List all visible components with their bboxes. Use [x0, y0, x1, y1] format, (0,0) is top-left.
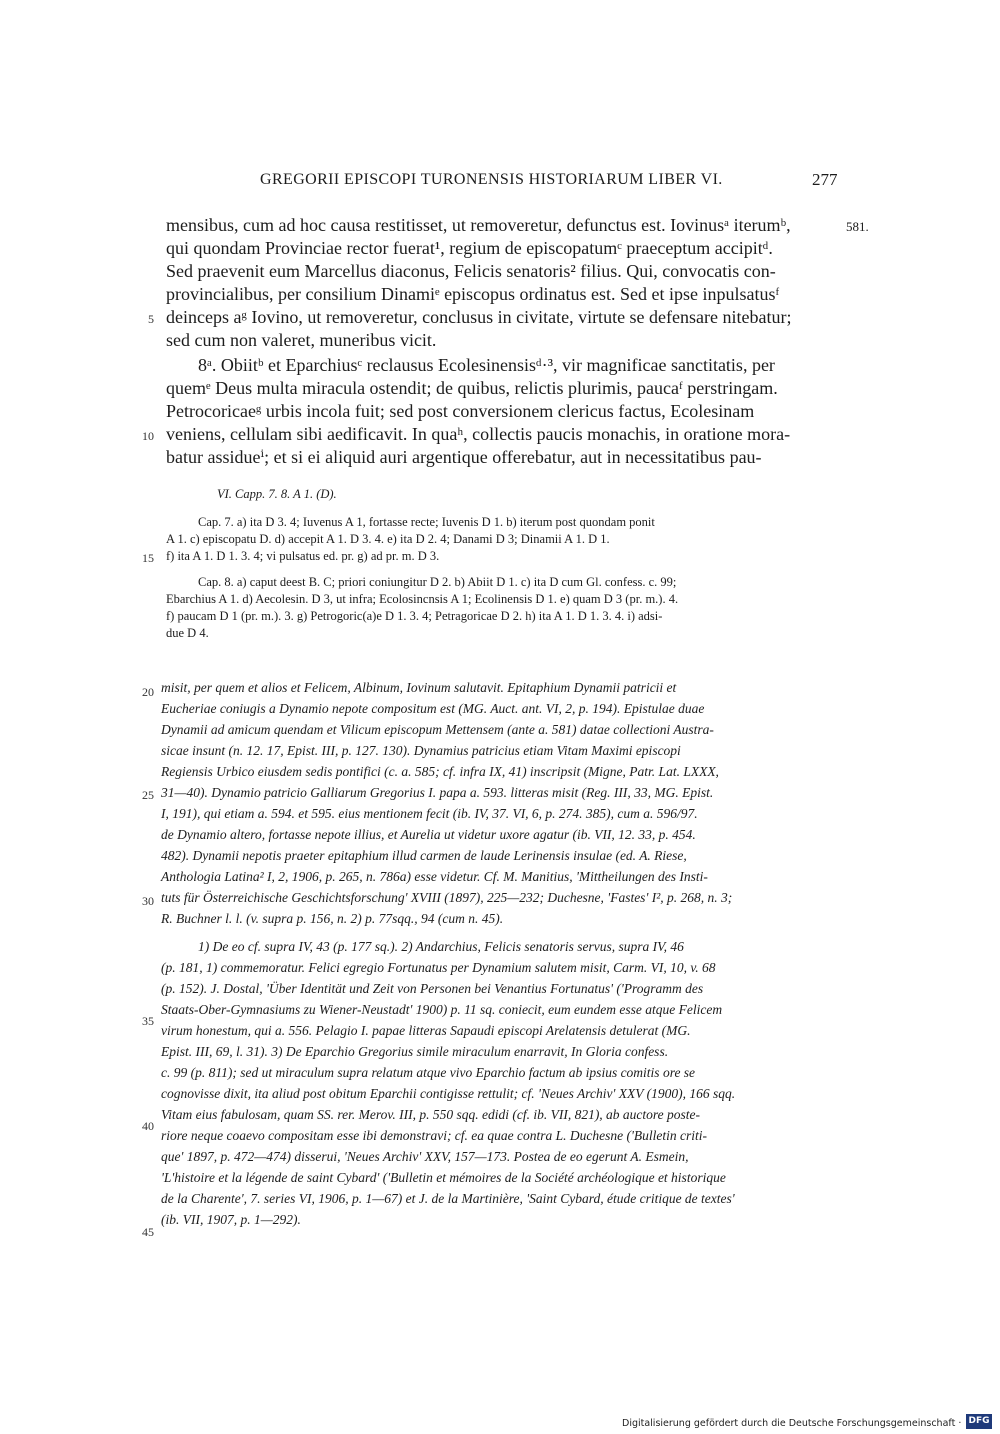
text-line: mensibus, cum ad hoc causa restitisset, ut removeretur, defunctus est. Iovinusᵃ iterumᵇ, [166, 215, 791, 235]
note-line: cognovisse dixit, ita aliud post obitum Eparchii contigisse rettulit; cf. 'Neues Archiv' XXV (1900), 166 sqq. [161, 1086, 736, 1101]
note-line: I, 191), qui etiam a. 594. et 595. eius mentionem fecit (ib. IV, 37. VI, 6, p. 274. 385), cum a. 596/97. [161, 806, 698, 821]
note-line: de Dynamio altero, fortasse nepote illius, et Aurelia ut videtur uxore agatur (ib. VII, 12. 33, p. 454. [161, 827, 696, 842]
note-line: 1) De eo cf. supra IV, 43 (p. 177 sq.). 2) Andarchius, Felicis senatoris servus, supra IV, 46 [198, 939, 684, 954]
apparatus-line: Ebarchius A 1. d) Aecolesin. D 3, ut infra; Ecolosincnsis A 1; Ecolinensis D 1. e) quam D 3 (pr. m.). 4. [166, 592, 679, 606]
note-line: Eucheriae coniugis a Dynamio nepote compositum est (MG. Auct. ant. VI, 2, p. 194). Epistulae duae [161, 701, 705, 716]
dfg-logo: DFG [966, 1414, 992, 1429]
note-line: tuts für Österreichische Geschichtsforschung' XVIII (1897), 225—232; Duchesne, 'Fastes' I², p. 268, n. 3; [161, 890, 733, 905]
note-line: 31—40). Dynamio patricio Galliarum Gregorius I. papa a. 593. litteras misit (Reg. III, 33, MG. Epist. [161, 785, 714, 800]
digitization-credit: Digitalisierung gefördert durch die Deutsche Forschungsgemeinschaft · [622, 1418, 962, 1429]
note-line: Staats-Ober-Gymnasiums zu Wiener-Neustadt' 1900) p. 11 sq. coniecit, eum eundem esse atque Felicem [161, 1002, 723, 1017]
note-line: sicae insunt (n. 12. 17, Epist. III, p. 127. 130). Dynamius patricius etiam Vitam Maximi episcopi [161, 743, 681, 758]
text-line: provincialibus, per consilium Dinamiᵉ episcopus ordinatus est. Sed et ipse inpulsatusᶠ [166, 284, 780, 304]
note-line: 482). Dynamii nepotis praeter epitaphium illud carmen de laude Lerinensis insulae (ed. A. Riese, [161, 848, 687, 863]
note-line: Anthologia Latina² I, 2, 1906, p. 265, n. 786a) esse videtur. Cf. M. Manitius, 'Mittheilungen des Insti- [161, 869, 708, 884]
chapter-8-opening: 8ᵃ. Obiitᵇ et Eparchiusᶜ reclausus Ecolesinensisᵈ·³, vir magnificae sanctitatis, per [198, 355, 775, 375]
apparatus-line: Cap. 8. a) caput deest B. C; priori coniungitur D 2. b) Abiit D 1. c) ita D cum Gl. confess. c. 99; [198, 575, 677, 589]
note-line: Vitam eius fabulosam, quam SS. rer. Merov. III, p. 550 sqq. edidi (cf. ib. VII, 821), ab auctore poste- [161, 1107, 701, 1122]
line-number: 10 [142, 429, 154, 443]
line-number: 20 [142, 685, 154, 699]
note-line: Regiensis Urbico eiusdem sedis pontifici (c. a. 585; cf. infra IX, 41) inscripsit (Migne, Patr. Lat. LXXX, [161, 764, 719, 779]
note-line: (ib. VII, 1907, p. 1—292). [161, 1212, 301, 1227]
apparatus-line: Cap. 7. a) ita D 3. 4; Iuvenus A 1, fortasse recte; Iuvenis D 1. b) iterum post quondam ponit [198, 515, 655, 529]
text-line: Petrocoricaeᵍ urbis incola fuit; sed post conversionem clericus factus, Ecolesinam [166, 401, 755, 421]
line-number: 15 [142, 551, 154, 565]
text-line: batur assidueⁱ; et si ei aliquid auri argentique offerebatur, aut in necessitatibus pau- [166, 447, 762, 467]
note-line: que' 1897, p. 472—474) disserui, 'Neues Archiv' XXV, 157—173. Postea de eo egerunt A. Esmein, [161, 1149, 689, 1164]
apparatus-line: A 1. c) episcopatu D. d) accepit A 1. D 3. 4. e) ita D 2. 4; Danami D 3; Dinamii A 1. D 1. [166, 532, 610, 546]
text-line: deinceps aᵍ Iovino, ut removeretur, conclusus in civitate, virtute se defensare nitebatur; [166, 307, 792, 327]
apparatus-line: due D 4. [166, 626, 209, 640]
line-number: 45 [142, 1225, 154, 1239]
note-line: (p. 152). J. Dostal, 'Über Identität und Zeit von Personen bei Venantius Fortunatus' ('Programm des [161, 981, 704, 996]
margin-year: 581. [846, 219, 869, 234]
line-number: 5 [148, 312, 154, 326]
apparatus-line: f) ita A 1. D 1. 3. 4; vi pulsatus ed. pr. g) ad pr. m. D 3. [166, 549, 440, 563]
line-number: 35 [142, 1014, 154, 1028]
note-line: R. Buchner l. l. (v. supra p. 156, n. 2) p. 77sqq., 94 (cum n. 45). [161, 911, 504, 926]
apparatus-line: f) paucam D 1 (pr. m.). 3. g) Petrogoric(a)e D 1. 3. 4; Petragoricae D 2. h) ita A 1. D 1. 3. 4. i) adsi- [166, 609, 663, 623]
note-line: 'L'histoire et la légende de saint Cybard' ('Bulletin et mémoires de la Société archéologique et historique [161, 1170, 726, 1185]
text-line: veniens, cellulam sibi aedificavit. In quaʰ, collectis paucis monachis, in oratione mora- [166, 424, 791, 444]
page-number: 277 [812, 170, 838, 189]
note-line: misit, per quem et alios et Felicem, Albinum, Iovinum salutavit. Epitaphium Dynamii patricii et [161, 680, 677, 695]
line-number: 40 [142, 1119, 154, 1133]
note-line: virum honestum, qui a. 556. Pelagio I. papae litteras Sapaudi episcopi Arelatensis detulerat (MG. [161, 1023, 691, 1038]
text-line: sed cum non valeret, muneribus vicit. [166, 330, 437, 350]
note-line: riore neque coaevo compositam esse ibi demonstravi; cf. ea quae contra L. Duchesne ('Bulletin criti- [161, 1128, 708, 1143]
text-line: Sed praevenit eum Marcellus diaconus, Felicis senatoris² filius. Qui, convocatis con- [166, 261, 776, 281]
line-number: 25 [142, 788, 154, 802]
line-number: 30 [142, 894, 154, 908]
note-line: c. 99 (p. 811); sed ut miraculum supra relatum atque vivo Eparchio factum ab ipsius comitis ore se [161, 1065, 696, 1080]
running-title: GREGORII EPISCOPI TURONENSIS HISTORIARUM LIBER VI. [260, 171, 723, 188]
note-line: de la Charente', 7. series VI, 1906, p. 1—67) et J. de la Martinière, 'Saint Cybard, étude critique de textes' [161, 1191, 735, 1206]
text-line: quemᵉ Deus multa miracula ostendit; de quibus, relictis plurimis, paucaᶠ perstringam. [166, 378, 778, 398]
text-line: qui quondam Provinciae rector fuerat¹, regium de episcopatumᶜ praeceptum accipitᵈ. [166, 238, 773, 258]
note-line: Epist. III, 69, l. 31). 3) De Eparchio Gregorius simile miraculum enarravit, In Gloria confess. [161, 1044, 669, 1059]
apparatus-heading: VI. Capp. 7. 8. A 1. (D). [217, 487, 337, 501]
note-line: (p. 181, 1) commemoratur. Felici egregio Fortunatus per Dynamium salutem misit, Carm. VI, 10, v. 68 [161, 960, 716, 975]
note-line: Dynamii ad amicum quendam et Vilicum episcopum Mettensem (ante a. 581) datae collectioni Austra- [161, 722, 714, 737]
